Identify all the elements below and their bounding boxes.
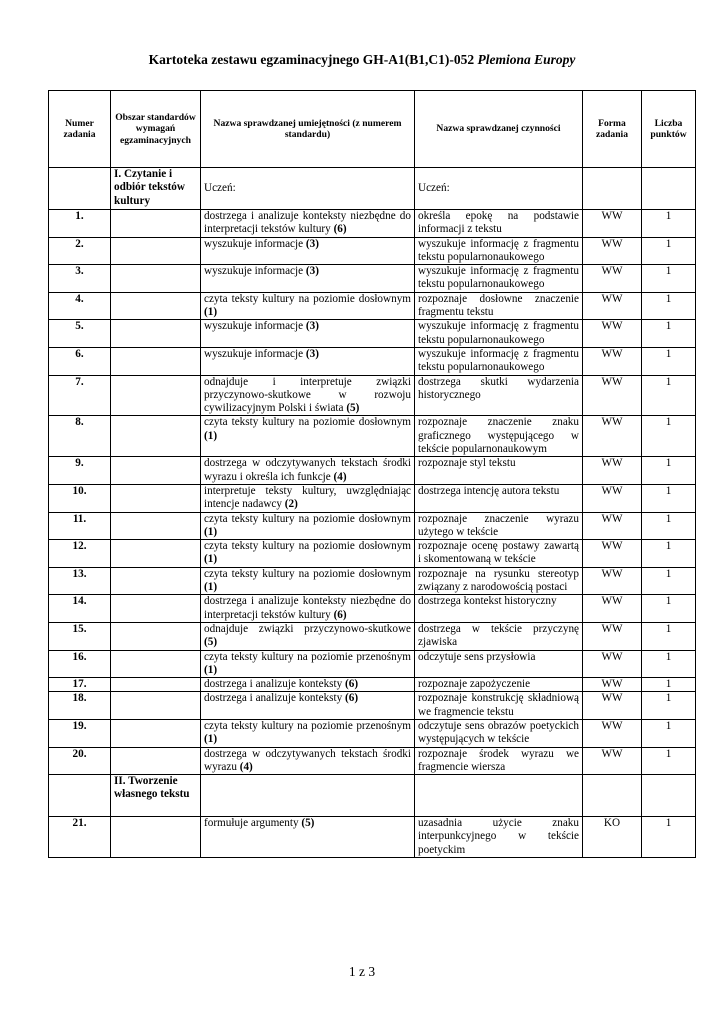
title-main: Kartoteka zestawu egzaminacyjnego GH-A1(B1,C1)-052 xyxy=(148,52,475,67)
header-row xyxy=(49,91,696,168)
activity-cell: odczytuje sens przysłowia xyxy=(415,650,583,678)
activity-cell: uzasadnia użycie znaku interpunkcyjnego w tekście poetyckim xyxy=(415,817,583,858)
table-row xyxy=(49,650,696,678)
table-row xyxy=(49,692,696,720)
skill-text: formułuje argumenty xyxy=(204,817,299,830)
skill-text: odnajduje związki przyczynowo-skutkowe xyxy=(204,622,411,635)
form-cell: WW xyxy=(583,292,642,320)
skill-text: dostrzega i analizuje konteksty xyxy=(204,692,343,705)
points-cell: 1 xyxy=(642,540,696,568)
skill-cell xyxy=(201,650,415,678)
activity-cell: dostrzega kontekst historyczny xyxy=(415,595,583,623)
standard-number: (4) xyxy=(239,760,253,773)
skill-text: odnajduje i interpretuje związki przyczynowo-skutkowe w rozwoju cywilizacyjnym Polski i świata xyxy=(204,375,411,415)
activity-cell: rozpoznaje zapożyczenie xyxy=(415,678,583,692)
points-cell: 1 xyxy=(642,567,696,595)
standards-cell xyxy=(111,719,201,747)
standards-cell xyxy=(111,692,201,720)
task-number: 11. xyxy=(49,512,111,540)
task-number: 5. xyxy=(49,320,111,348)
standards-cell xyxy=(111,416,201,457)
skill-text: dostrzega w odczytywanych tekstach środki wyrazu i określa ich funkcje xyxy=(204,457,411,483)
skill-cell xyxy=(201,457,415,485)
table-row xyxy=(49,622,696,650)
skill-text: czyta teksty kultury na poziomie dosłownym xyxy=(204,512,411,525)
table-row xyxy=(49,320,696,348)
task-number: 18. xyxy=(49,692,111,720)
standards-cell xyxy=(111,678,201,692)
table-row xyxy=(49,210,696,238)
skill-cell xyxy=(201,512,415,540)
section-row-1 xyxy=(49,168,696,210)
table-row xyxy=(49,817,696,858)
standards-cell xyxy=(111,512,201,540)
skill-cell xyxy=(201,375,415,416)
standards-cell xyxy=(111,650,201,678)
standards-cell xyxy=(111,265,201,293)
table-row xyxy=(49,678,696,692)
activity-cell: wyszukuje informację z fragmentu tekstu popularnonaukowego xyxy=(415,237,583,265)
standards-cell xyxy=(111,292,201,320)
points-cell: 1 xyxy=(642,817,696,858)
activity-cell: rozpoznaje znaczenie znaku graficznego występującego w tekście popularnonaukowym xyxy=(415,416,583,457)
standard-number: (3) xyxy=(305,237,319,250)
points-cell: 1 xyxy=(642,320,696,348)
task-number: 1. xyxy=(49,210,111,238)
form-cell: WW xyxy=(583,375,642,416)
points-cell: 1 xyxy=(642,719,696,747)
activity-cell: rozpoznaje ocenę postawy zawartą i skomentowaną w tekście xyxy=(415,540,583,568)
skill-text: czyta teksty kultury na poziomie przenośnym xyxy=(204,719,411,732)
section-area-2: II. Tworzenie własnego tekstu xyxy=(111,775,201,817)
task-number: 12. xyxy=(49,540,111,568)
task-number: 15. xyxy=(49,622,111,650)
activity-cell: dostrzega intencję autora tekstu xyxy=(415,484,583,512)
skill-text: czyta teksty kultury na poziomie przenośnym xyxy=(204,650,411,663)
standards-cell xyxy=(111,817,201,858)
activity-cell: rozpoznaje środek wyrazu we fragmencie wiersza xyxy=(415,747,583,775)
skill-cell xyxy=(201,484,415,512)
form-cell: WW xyxy=(583,595,642,623)
task-number: 3. xyxy=(49,265,111,293)
form-cell: WW xyxy=(583,719,642,747)
standard-number: (1) xyxy=(204,306,218,319)
skill-text: dostrzega w odczytywanych tekstach środki wyrazu xyxy=(204,747,411,773)
skill-cell xyxy=(201,210,415,238)
header-skill: Nazwa sprawdzanej umiejętności (z numerem standardu) xyxy=(201,91,415,168)
activity-cell: rozpoznaje znaczenie wyrazu użytego w tekście xyxy=(415,512,583,540)
form-cell: WW xyxy=(583,210,642,238)
standards-cell xyxy=(111,622,201,650)
skill-cell xyxy=(201,347,415,375)
standard-number: (3) xyxy=(305,265,319,278)
skill-cell xyxy=(201,237,415,265)
skill-cell xyxy=(201,622,415,650)
points-cell: 1 xyxy=(642,595,696,623)
standard-number: (5) xyxy=(204,636,218,649)
task-number: 10. xyxy=(49,484,111,512)
standards-cell xyxy=(111,595,201,623)
table-row xyxy=(49,484,696,512)
form-cell: WW xyxy=(583,692,642,720)
standard-number: (6) xyxy=(345,692,359,705)
task-number: 14. xyxy=(49,595,111,623)
task-number: 2. xyxy=(49,237,111,265)
task-number: 4. xyxy=(49,292,111,320)
table-row xyxy=(49,416,696,457)
task-number: 21. xyxy=(49,817,111,858)
points-cell: 1 xyxy=(642,484,696,512)
form-cell: WW xyxy=(583,347,642,375)
form-cell: WW xyxy=(583,320,642,348)
skill-text: czyta teksty kultury na poziomie dosłownym xyxy=(204,567,411,580)
skill-text: dostrzega i analizuje konteksty xyxy=(204,678,343,691)
points-cell: 1 xyxy=(642,292,696,320)
header-number: Numer zadania xyxy=(49,91,111,168)
activity-cell: dostrzega skutki wydarzenia historycznego xyxy=(415,375,583,416)
skill-cell xyxy=(201,416,415,457)
form-cell: WW xyxy=(583,237,642,265)
standards-cell xyxy=(111,747,201,775)
header-points: Liczba punktów xyxy=(642,91,696,168)
points-cell: 1 xyxy=(642,622,696,650)
form-cell: WW xyxy=(583,484,642,512)
skill-text: wyszukuje informacje xyxy=(204,320,304,333)
activity-cell: dostrzega w tekście przyczynę zjawiska xyxy=(415,622,583,650)
task-number: 6. xyxy=(49,347,111,375)
form-cell: WW xyxy=(583,457,642,485)
standards-cell xyxy=(111,320,201,348)
section-skill-intro: Uczeń: xyxy=(201,168,415,210)
standard-number: (5) xyxy=(346,402,360,415)
standard-number: (2) xyxy=(284,498,298,511)
task-number: 17. xyxy=(49,678,111,692)
table-row xyxy=(49,292,696,320)
points-cell: 1 xyxy=(642,692,696,720)
points-cell: 1 xyxy=(642,237,696,265)
kartoteka-table xyxy=(48,90,696,858)
header-activity: Nazwa sprawdzanej czynności xyxy=(415,91,583,168)
title-italic: Plemiona Europy xyxy=(477,52,576,67)
standards-cell xyxy=(111,457,201,485)
standard-number: (3) xyxy=(305,347,319,360)
table-row xyxy=(49,347,696,375)
skill-cell xyxy=(201,320,415,348)
skill-cell xyxy=(201,747,415,775)
task-number: 16. xyxy=(49,650,111,678)
skill-text: wyszukuje informacje xyxy=(204,347,304,360)
table-row xyxy=(49,457,696,485)
table-row xyxy=(49,567,696,595)
skill-cell xyxy=(201,678,415,692)
task-number: 20. xyxy=(49,747,111,775)
skill-cell xyxy=(201,265,415,293)
skill-cell xyxy=(201,595,415,623)
skill-text: wyszukuje informacje xyxy=(204,265,304,278)
points-cell: 1 xyxy=(642,416,696,457)
table-row xyxy=(49,265,696,293)
form-cell: WW xyxy=(583,650,642,678)
skill-cell xyxy=(201,540,415,568)
standard-number: (1) xyxy=(204,429,218,442)
form-cell: WW xyxy=(583,567,642,595)
standard-number: (1) xyxy=(204,525,218,538)
activity-cell: wyszukuje informację z fragmentu tekstu popularnonaukowego xyxy=(415,265,583,293)
standards-cell xyxy=(111,540,201,568)
skill-text: czyta teksty kultury na poziomie dosłownym xyxy=(204,540,411,553)
table-row xyxy=(49,747,696,775)
standard-number: (1) xyxy=(204,553,218,566)
standards-cell xyxy=(111,567,201,595)
form-cell: KO xyxy=(583,817,642,858)
points-cell: 1 xyxy=(642,747,696,775)
standard-number: (5) xyxy=(301,817,315,830)
skill-cell xyxy=(201,817,415,858)
points-cell: 1 xyxy=(642,457,696,485)
activity-cell: rozpoznaje konstrukcję składniową we fragmencie tekstu xyxy=(415,692,583,720)
standards-cell xyxy=(111,375,201,416)
form-cell: WW xyxy=(583,678,642,692)
form-cell: WW xyxy=(583,622,642,650)
section-row-2 xyxy=(49,775,696,817)
skill-text: czyta teksty kultury na poziomie dosłownym xyxy=(204,292,411,305)
task-number: 13. xyxy=(49,567,111,595)
skill-cell xyxy=(201,292,415,320)
form-cell: WW xyxy=(583,540,642,568)
table-row xyxy=(49,237,696,265)
activity-cell: rozpoznaje na rysunku stereotyp związany z narodowością postaci xyxy=(415,567,583,595)
standard-number: (1) xyxy=(204,581,218,594)
standards-cell xyxy=(111,237,201,265)
points-cell: 1 xyxy=(642,347,696,375)
table-row xyxy=(49,375,696,416)
task-number: 19. xyxy=(49,719,111,747)
points-cell: 1 xyxy=(642,678,696,692)
skill-cell xyxy=(201,719,415,747)
task-number: 8. xyxy=(49,416,111,457)
table-row xyxy=(49,595,696,623)
standard-number: (6) xyxy=(333,608,347,621)
task-number: 9. xyxy=(49,457,111,485)
activity-cell: wyszukuje informację z fragmentu tekstu popularnonaukowego xyxy=(415,320,583,348)
skill-text: interpretuje teksty kultury, uwzględniając intencje nadawcy xyxy=(204,484,411,511)
activity-cell: wyszukuje informację z fragmentu tekstu popularnonaukowego xyxy=(415,347,583,375)
standard-number: (6) xyxy=(333,223,347,236)
points-cell: 1 xyxy=(642,265,696,293)
skill-text: dostrzega i analizuje konteksty niezbędne do interpretacji tekstów kultury xyxy=(204,210,411,236)
skill-cell xyxy=(201,567,415,595)
section-area-1: I. Czytanie i odbiór tekstów kultury xyxy=(111,168,201,210)
table-row xyxy=(49,719,696,747)
points-cell: 1 xyxy=(642,375,696,416)
activity-cell: rozpoznaje dosłowne znaczenie fragmentu tekstu xyxy=(415,292,583,320)
skill-text: wyszukuje informacje xyxy=(204,237,304,250)
standard-number: (1) xyxy=(204,663,218,676)
points-cell: 1 xyxy=(642,210,696,238)
page-number: 1 z 3 xyxy=(348,964,376,979)
skill-text: czyta teksty kultury na poziomie dosłownym xyxy=(204,416,411,429)
document-title xyxy=(0,52,724,68)
header-standards: Obszar standardów wymagań egzaminacyjnych xyxy=(111,91,201,168)
standards-cell xyxy=(111,347,201,375)
standard-number: (3) xyxy=(305,320,319,333)
standard-number: (1) xyxy=(204,733,218,746)
task-number: 7. xyxy=(49,375,111,416)
table-row xyxy=(49,512,696,540)
form-cell: WW xyxy=(583,512,642,540)
skill-cell xyxy=(201,692,415,720)
standard-number: (6) xyxy=(345,678,359,691)
points-cell: 1 xyxy=(642,512,696,540)
form-cell: WW xyxy=(583,416,642,457)
section-activity-intro: Uczeń: xyxy=(415,168,583,210)
form-cell: WW xyxy=(583,265,642,293)
activity-cell: rozpoznaje styl tekstu xyxy=(415,457,583,485)
table-row xyxy=(49,540,696,568)
standards-cell xyxy=(111,210,201,238)
standards-cell xyxy=(111,484,201,512)
activity-cell: odczytuje sens obrazów poetyckich występujących w tekście xyxy=(415,719,583,747)
activity-cell: określa epokę na podstawie informacji z tekstu xyxy=(415,210,583,238)
standard-number: (4) xyxy=(333,470,347,483)
form-cell: WW xyxy=(583,747,642,775)
header-form: Forma zadania xyxy=(583,91,642,168)
points-cell: 1 xyxy=(642,650,696,678)
skill-text: dostrzega i analizuje konteksty niezbędne do interpretacji tekstów kultury xyxy=(204,595,411,621)
